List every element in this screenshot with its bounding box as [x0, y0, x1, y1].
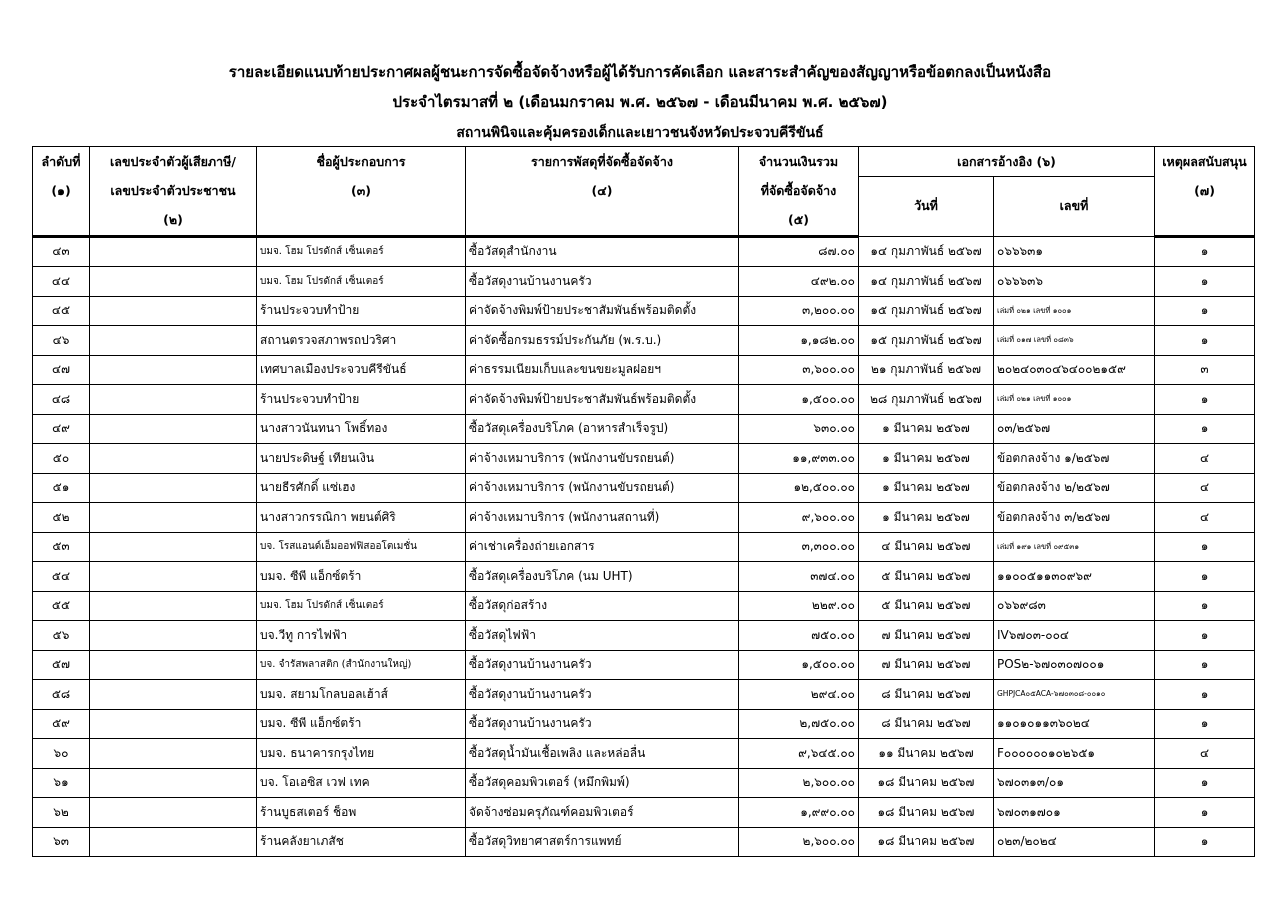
- cell-docno: GHPJCA๐๕ACA-๖๗๐๓๐๘-๐๐๑๐: [994, 680, 1155, 710]
- cell-docno: ๑๑๐๐๕๑๑๓๐๙๖๙: [994, 562, 1155, 592]
- cell-date: ๔ มีนาคม ๒๕๖๗: [859, 532, 994, 562]
- table-row: [33, 532, 1255, 562]
- table-row: [33, 414, 1255, 444]
- cell-taxid: [90, 591, 257, 621]
- table-row: [33, 355, 1255, 385]
- cell-item: ค่าจ้างเหมาบริการ (พนักงานสถานที่): [466, 503, 739, 533]
- procurement-table: [32, 146, 1255, 857]
- cell-date: ๗ มีนาคม ๒๕๖๗: [859, 621, 994, 651]
- cell-taxid: [90, 414, 257, 444]
- cell-item: ค่าจ้างเหมาบริการ (พนักงานขับรถยนต์): [466, 444, 739, 474]
- cell-date: ๑๘ มีนาคม ๒๕๖๗: [859, 827, 994, 857]
- cell-date: ๗ มีนาคม ๒๕๖๗: [859, 650, 994, 680]
- table-row: [33, 827, 1255, 857]
- cell-vendor: สถานตรวจสภาพรถปวริศา: [257, 326, 466, 356]
- cell-vendor: บจ. โอเอซิส เวฟ เทค: [257, 768, 466, 798]
- header-amount-num: (๕): [739, 206, 859, 237]
- cell-item: ซื้อวัสดุวิทยาศาสตร์การแพทย์: [466, 827, 739, 857]
- cell-docno: เล่มที่ ๑๙๑ เลขที่ ๐๙๕๓๑: [994, 532, 1155, 562]
- cell-reason: ๑: [1155, 236, 1255, 267]
- cell-no: ๕๓: [33, 532, 90, 562]
- table-row: [33, 267, 1255, 297]
- cell-docno: เล่มที่ ๐๒๑ เลขที่ ๑๐๐๑: [994, 385, 1155, 415]
- cell-vendor: บมจ. สยามโกลบอลเฮ้าส์: [257, 680, 466, 710]
- cell-docno: ๖๗๐๓๑๗๐๑: [994, 798, 1155, 828]
- table-row: [33, 798, 1255, 828]
- cell-reason: ๔: [1155, 444, 1255, 474]
- header-taxid-num: (๒): [90, 206, 257, 237]
- cell-item: ซื้อวัสดุน้ำมันเชื้อเพลิง และหล่อลื่น: [466, 739, 739, 769]
- cell-docno: เล่มที่ ๐๑๗ เลขที่ ๐๘๓๖: [994, 326, 1155, 356]
- document-agency: สถานพินิจและคุ้มครองเด็กและเยาวชนจังหวัดประจวบคีรีขันธ์: [456, 125, 824, 141]
- cell-docno: F๐๐๐๐๐๐๑๐๒๖๕๑: [994, 739, 1155, 769]
- cell-amount: ๑๒,๕๐๐.๐๐: [739, 473, 859, 503]
- table-row: [33, 739, 1255, 769]
- cell-date: ๕ มีนาคม ๒๕๖๗: [859, 591, 994, 621]
- header-amount: จำนวนเงินรวม: [739, 147, 859, 177]
- cell-no: ๕๕: [33, 591, 90, 621]
- cell-vendor: บจ. โรสแอนด์เอ็มออฟฟิสออโตเมชั่น: [257, 532, 466, 562]
- cell-date: ๑๕ กุมภาพันธ์ ๒๕๖๗: [859, 296, 994, 326]
- header-vendor-num: (๓): [257, 177, 466, 206]
- cell-reason: ๑: [1155, 385, 1255, 415]
- table-row: [33, 650, 1255, 680]
- cell-vendor: บจ. จำรัสพลาสติก (สำนักงานใหญ่): [257, 650, 466, 680]
- cell-reason: ๑: [1155, 296, 1255, 326]
- header-reason: เหตุผลสนับสนุน: [1155, 147, 1255, 177]
- cell-vendor: ร้านประจวบทำป้าย: [257, 385, 466, 415]
- header-no-num: (๑): [33, 177, 90, 206]
- cell-docno: ๒๐๒๔๐๓๐๔๖๔๐๐๒๑๕๙: [994, 355, 1155, 385]
- cell-amount: ๑,๑๘๒.๐๐: [739, 326, 859, 356]
- cell-no: ๔๔: [33, 267, 90, 297]
- cell-reason: ๔: [1155, 473, 1255, 503]
- cell-item: ซื้อวัสดุก่อสร้าง: [466, 591, 739, 621]
- cell-docno: ๑๑๐๑๐๑๑๓๖๐๒๔: [994, 709, 1155, 739]
- cell-reason: ๑: [1155, 650, 1255, 680]
- header-item-num: (๔): [466, 177, 739, 206]
- cell-no: ๕๑: [33, 473, 90, 503]
- cell-reason: ๑: [1155, 798, 1255, 828]
- table-row: [33, 621, 1255, 651]
- cell-no: ๕๒: [33, 503, 90, 533]
- cell-date: ๑ มีนาคม ๒๕๖๗: [859, 444, 994, 474]
- cell-item: ซื้อวัสดุเครื่องบริโภค (อาหารสำเร็จรูป): [466, 414, 739, 444]
- cell-reason: ๑: [1155, 768, 1255, 798]
- cell-docno: IV๖๗๐๓-๐๐๔: [994, 621, 1155, 651]
- cell-amount: ๓,๒๐๐.๐๐: [739, 296, 859, 326]
- cell-date: ๑๘ มีนาคม ๒๕๖๗: [859, 768, 994, 798]
- cell-no: ๔๕: [33, 296, 90, 326]
- cell-vendor: บมจ. โฮม โปรดักส์ เซ็นเตอร์: [257, 267, 466, 297]
- cell-amount: ๒๒๙.๐๐: [739, 591, 859, 621]
- cell-no: ๖๓: [33, 827, 90, 857]
- cell-amount: ๓,๓๐๐.๐๐: [739, 532, 859, 562]
- header-taxid: เลขประจำตัวผู้เสียภาษี/: [90, 147, 257, 177]
- cell-amount: ๓๗๔.๐๐: [739, 562, 859, 592]
- cell-amount: ๖๓๐.๐๐: [739, 414, 859, 444]
- header-ref-no: เลขที่: [994, 177, 1155, 237]
- cell-taxid: [90, 236, 257, 267]
- cell-amount: ๑๑,๙๓๓.๐๐: [739, 444, 859, 474]
- header-taxid-2: เลขประจำตัวประชาชน: [90, 177, 257, 206]
- cell-docno: ข้อตกลงจ้าง ๑/๒๕๖๗: [994, 444, 1155, 474]
- cell-amount: ๑,๕๐๐.๐๐: [739, 385, 859, 415]
- table-header: [33, 147, 1255, 237]
- cell-no: ๔๘: [33, 385, 90, 415]
- cell-item: ซื้อวัสดุไฟฟ้า: [466, 621, 739, 651]
- cell-docno: ๐๓/๒๕๖๗: [994, 414, 1155, 444]
- cell-item: ค่าธรรมเนียมเก็บและขนขยะมูลฝอยฯ: [466, 355, 739, 385]
- document-title: รายละเอียดแนบท้ายประกาศผลผู้ชนะการจัดซื้อจัดจ้างหรือผู้ได้รับการคัดเลือก และสาระสำคัญของสัญญาหรือข้อตกลงเป็นหนังสือ: [228, 63, 1052, 81]
- cell-reason: ๑: [1155, 532, 1255, 562]
- cell-date: ๑๑ มีนาคม ๒๕๖๗: [859, 739, 994, 769]
- table-row: [33, 591, 1255, 621]
- cell-item: ซื้อวัสดุเครื่องบริโภค (นม UHT): [466, 562, 739, 592]
- cell-vendor: บมจ. ธนาคารกรุงไทย: [257, 739, 466, 769]
- cell-no: ๖๒: [33, 798, 90, 828]
- cell-item: ซื้อวัสดุคอมพิวเตอร์ (หมึกพิมพ์): [466, 768, 739, 798]
- cell-taxid: [90, 709, 257, 739]
- cell-no: ๔๗: [33, 355, 90, 385]
- cell-date: ๕ มีนาคม ๒๕๖๗: [859, 562, 994, 592]
- cell-reason: ๑: [1155, 591, 1255, 621]
- cell-vendor: บมจ. โฮม โปรดักส์ เซ็นเตอร์: [257, 236, 466, 267]
- cell-reason: ๑: [1155, 709, 1255, 739]
- cell-item: ค่าจัดซื้อกรมธรรม์ประกันภัย (พ.ร.บ.): [466, 326, 739, 356]
- table-row: [33, 503, 1255, 533]
- cell-taxid: [90, 385, 257, 415]
- cell-reason: ๑: [1155, 414, 1255, 444]
- cell-docno: เล่มที่ ๐๒๑ เลขที่ ๑๐๐๑: [994, 296, 1155, 326]
- cell-reason: ๔: [1155, 739, 1255, 769]
- cell-reason: ๑: [1155, 827, 1255, 857]
- cell-no: ๖๑: [33, 768, 90, 798]
- cell-docno: ข้อตกลงจ้าง ๓/๒๕๖๗: [994, 503, 1155, 533]
- cell-reason: ๑: [1155, 267, 1255, 297]
- cell-item: ค่าจัดจ้างพิมพ์ป้ายประชาสัมพันธ์พร้อมติดตั้ง: [466, 296, 739, 326]
- cell-date: ๘ มีนาคม ๒๕๖๗: [859, 709, 994, 739]
- cell-vendor: นางสาวกรรณิกา พยนต์ศิริ: [257, 503, 466, 533]
- header-amount-2: ที่จัดซื้อจัดจ้าง: [739, 177, 859, 206]
- cell-amount: ๒,๖๐๐.๐๐: [739, 827, 859, 857]
- cell-taxid: [90, 650, 257, 680]
- cell-amount: ๔๙๒.๐๐: [739, 267, 859, 297]
- cell-taxid: [90, 473, 257, 503]
- cell-amount: ๒๙๔.๐๐: [739, 680, 859, 710]
- cell-reason: ๓: [1155, 355, 1255, 385]
- cell-date: ๒๘ กุมภาพันธ์ ๒๕๖๗: [859, 385, 994, 415]
- cell-docno: ๖๗๐๓๑๓/๐๑: [994, 768, 1155, 798]
- cell-amount: ๑,๙๙๐.๐๐: [739, 798, 859, 828]
- document-period: ประจำไตรมาสที่ ๒ (เดือนมกราคม พ.ศ. ๒๕๖๗ - เดือนมีนาคม พ.ศ. ๒๕๖๗): [392, 93, 888, 111]
- cell-date: ๒๑ กุมภาพันธ์ ๒๕๖๗: [859, 355, 994, 385]
- cell-amount: ๓,๖๐๐.๐๐: [739, 355, 859, 385]
- cell-item: ค่าเช่าเครื่องถ่ายเอกสาร: [466, 532, 739, 562]
- header-reason-num: (๗): [1155, 177, 1255, 206]
- cell-taxid: [90, 621, 257, 651]
- cell-item: ซื้อวัสดุงานบ้านงานครัว: [466, 267, 739, 297]
- cell-vendor: บมจ. โฮม โปรดักส์ เซ็นเตอร์: [257, 591, 466, 621]
- cell-date: ๘ มีนาคม ๒๕๖๗: [859, 680, 994, 710]
- cell-taxid: [90, 798, 257, 828]
- cell-vendor: นายธีรศักดิ์ แซ่เฮง: [257, 473, 466, 503]
- cell-reason: ๑: [1155, 562, 1255, 592]
- cell-item: ซื้อวัสดุสำนักงาน: [466, 236, 739, 267]
- cell-taxid: [90, 827, 257, 857]
- cell-date: ๑ มีนาคม ๒๕๖๗: [859, 414, 994, 444]
- cell-reason: ๑: [1155, 621, 1255, 651]
- table-row: [33, 385, 1255, 415]
- cell-no: ๖๐: [33, 739, 90, 769]
- cell-no: ๔๓: [33, 236, 90, 267]
- cell-taxid: [90, 768, 257, 798]
- cell-taxid: [90, 296, 257, 326]
- cell-no: ๕๘: [33, 680, 90, 710]
- cell-no: ๕๖: [33, 621, 90, 651]
- cell-item: ค่าจ้างเหมาบริการ (พนักงานขับรถยนต์): [466, 473, 739, 503]
- cell-taxid: [90, 680, 257, 710]
- cell-taxid: [90, 267, 257, 297]
- cell-date: ๑๘ มีนาคม ๒๕๖๗: [859, 798, 994, 828]
- cell-item: จัดจ้างซ่อมครุภัณฑ์คอมพิวเตอร์: [466, 798, 739, 828]
- cell-amount: ๙,๖๐๐.๐๐: [739, 503, 859, 533]
- cell-taxid: [90, 532, 257, 562]
- cell-vendor: ร้านบูธสเตอร์ ช็อพ: [257, 798, 466, 828]
- cell-date: ๑ มีนาคม ๒๕๖๗: [859, 473, 994, 503]
- cell-no: ๕๔: [33, 562, 90, 592]
- table-row: [33, 562, 1255, 592]
- cell-taxid: [90, 326, 257, 356]
- cell-vendor: บมจ. ซีพี แอ็กซ์ตร้า: [257, 562, 466, 592]
- table-row: [33, 236, 1255, 267]
- cell-date: ๑ มีนาคม ๒๕๖๗: [859, 503, 994, 533]
- cell-reason: ๑: [1155, 326, 1255, 356]
- table-row: [33, 326, 1255, 356]
- cell-docno: ข้อตกลงจ้าง ๒/๒๕๖๗: [994, 473, 1155, 503]
- cell-no: ๔๙: [33, 414, 90, 444]
- cell-no: ๔๖: [33, 326, 90, 356]
- cell-docno: ๐๒๓/๒๐๒๔: [994, 827, 1155, 857]
- table-row: [33, 473, 1255, 503]
- cell-vendor: เทศบาลเมืองประจวบคีรีขันธ์: [257, 355, 466, 385]
- table-body: [33, 236, 1255, 857]
- header-item: รายการพัสดุที่จัดซื้อจัดจ้าง: [466, 147, 739, 177]
- cell-reason: ๔: [1155, 503, 1255, 533]
- cell-amount: ๒,๖๐๐.๐๐: [739, 768, 859, 798]
- cell-vendor: บจ.วีทู การไฟฟ้า: [257, 621, 466, 651]
- cell-no: ๕๐: [33, 444, 90, 474]
- cell-vendor: นางสาวนันทนา โพธิ์ทอง: [257, 414, 466, 444]
- cell-vendor: ร้านประจวบทำป้าย: [257, 296, 466, 326]
- header-ref-date: วันที่: [859, 177, 994, 237]
- cell-vendor: บมจ. ซีพี แอ็กซ์ตร้า: [257, 709, 466, 739]
- cell-docno: POS๒-๖๗๐๓๐๗๐๐๑: [994, 650, 1155, 680]
- table-row: [33, 296, 1255, 326]
- cell-item: ซื้อวัสดุงานบ้านงานครัว: [466, 650, 739, 680]
- cell-taxid: [90, 562, 257, 592]
- table-row: [33, 768, 1255, 798]
- cell-taxid: [90, 739, 257, 769]
- cell-taxid: [90, 355, 257, 385]
- header-no: ลำดับที่: [33, 147, 90, 177]
- cell-docno: ๐๖๖๖๓๖: [994, 267, 1155, 297]
- table-row: [33, 680, 1255, 710]
- cell-item: ซื้อวัสดุงานบ้านงานครัว: [466, 680, 739, 710]
- cell-amount: ๘๗.๐๐: [739, 236, 859, 267]
- cell-date: ๑๔ กุมภาพันธ์ ๒๕๖๗: [859, 236, 994, 267]
- cell-docno: ๐๖๖๖๓๑: [994, 236, 1155, 267]
- cell-docno: ๐๖๖๙๘๓: [994, 591, 1155, 621]
- cell-reason: ๑: [1155, 680, 1255, 710]
- cell-amount: ๑,๕๐๐.๐๐: [739, 650, 859, 680]
- cell-date: ๑๕ กุมภาพันธ์ ๒๕๖๗: [859, 326, 994, 356]
- cell-item: ค่าจัดจ้างพิมพ์ป้ายประชาสัมพันธ์พร้อมติดตั้ง: [466, 385, 739, 415]
- table-row: [33, 709, 1255, 739]
- header-reference: เอกสารอ้างอิง (๖): [859, 147, 1155, 177]
- cell-no: ๕๗: [33, 650, 90, 680]
- header-vendor: ชื่อผู้ประกอบการ: [257, 147, 466, 177]
- cell-item: ซื้อวัสดุงานบ้านงานครัว: [466, 709, 739, 739]
- cell-date: ๑๔ กุมภาพันธ์ ๒๕๖๗: [859, 267, 994, 297]
- cell-vendor: นายประดิษฐ์ เทียนเงิน: [257, 444, 466, 474]
- cell-taxid: [90, 503, 257, 533]
- cell-amount: ๒,๗๕๐.๐๐: [739, 709, 859, 739]
- cell-amount: ๙,๖๔๕.๐๐: [739, 739, 859, 769]
- cell-no: ๕๙: [33, 709, 90, 739]
- table-row: [33, 444, 1255, 474]
- cell-amount: ๗๕๐.๐๐: [739, 621, 859, 651]
- cell-taxid: [90, 444, 257, 474]
- cell-vendor: ร้านคลังยาเภสัช: [257, 827, 466, 857]
